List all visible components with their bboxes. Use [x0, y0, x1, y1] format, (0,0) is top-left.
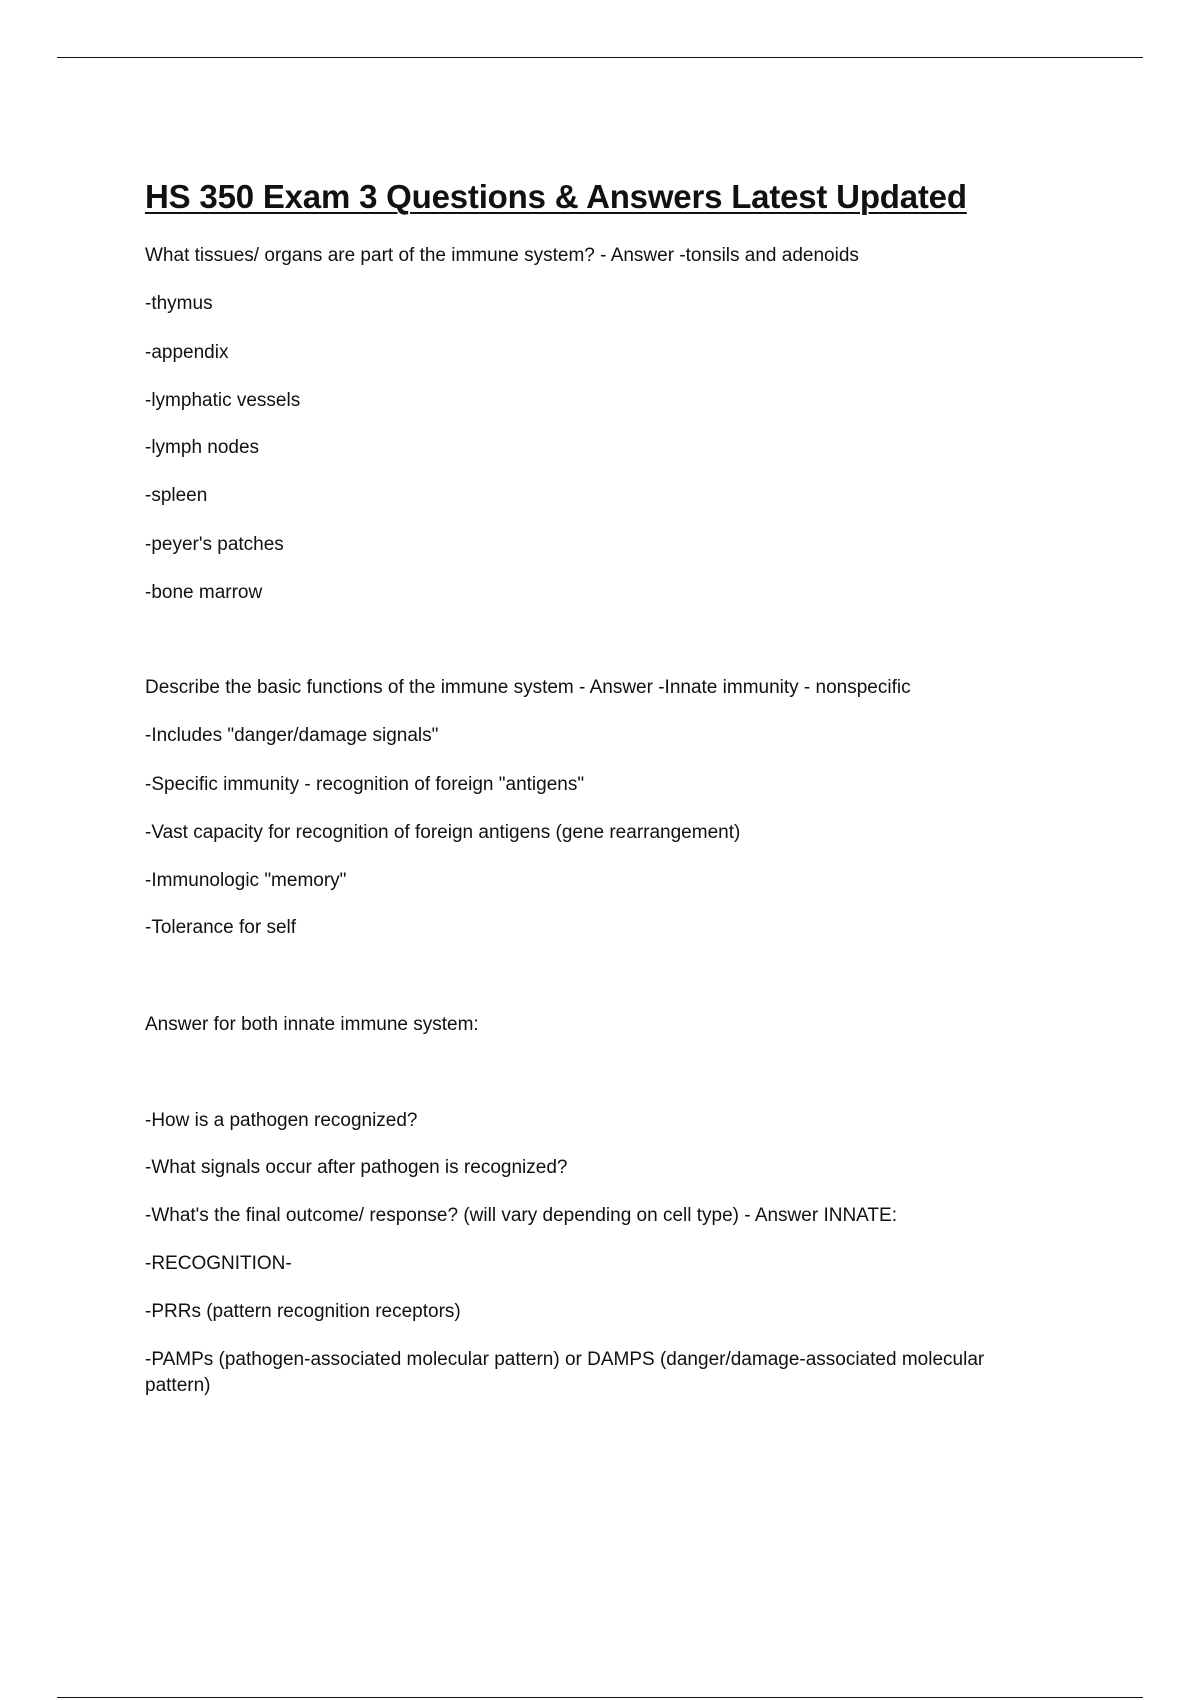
answer-line: -bone marrow: [145, 582, 263, 603]
answer-line: -lymph nodes: [145, 437, 260, 458]
answer-line: -thymus: [145, 293, 213, 314]
answer-line: -peyer's patches: [145, 534, 284, 555]
answer-line: -PRRs (pattern recognition receptors): [145, 1301, 461, 1322]
question-line: -How is a pathogen recognized?: [145, 1110, 418, 1131]
question-line: What tissues/ organs are part of the immune system? - Answer -tonsils and adenoids: [145, 245, 859, 266]
answer-line: -RECOGNITION-: [145, 1253, 292, 1274]
answer-line: -spleen: [145, 485, 208, 506]
answer-line: -Tolerance for self: [145, 917, 297, 938]
header-rule: [57, 57, 1143, 58]
answer-line: -appendix: [145, 342, 229, 363]
footer-rule: [57, 1697, 1143, 1698]
answer-line: -Vast capacity for recognition of foreign antigens (gene rearrangement): [145, 822, 741, 843]
answer-line: -PAMPs (pathogen-associated molecular pattern) or DAMPS (danger/damage-associated molecular pattern): [145, 1349, 985, 1396]
answer-line: -lymphatic vessels: [145, 390, 301, 411]
question-line: Answer for both innate immune system:: [145, 1014, 479, 1035]
answer-line: -Includes "danger/damage signals": [145, 725, 439, 746]
question-line: Describe the basic functions of the immune system - Answer -Innate immunity - nonspecific: [145, 677, 911, 698]
document-title: HS 350 Exam 3 Questions & Answers Latest Updated: [145, 178, 967, 215]
question-line: -What's the final outcome/ response? (will vary depending on cell type) - Answer INNATE:: [145, 1205, 897, 1226]
answer-line: -Immunologic "memory": [145, 870, 347, 891]
question-line: -What signals occur after pathogen is recognized?: [145, 1157, 568, 1178]
answer-line: -Specific immunity - recognition of foreign "antigens": [145, 774, 585, 795]
